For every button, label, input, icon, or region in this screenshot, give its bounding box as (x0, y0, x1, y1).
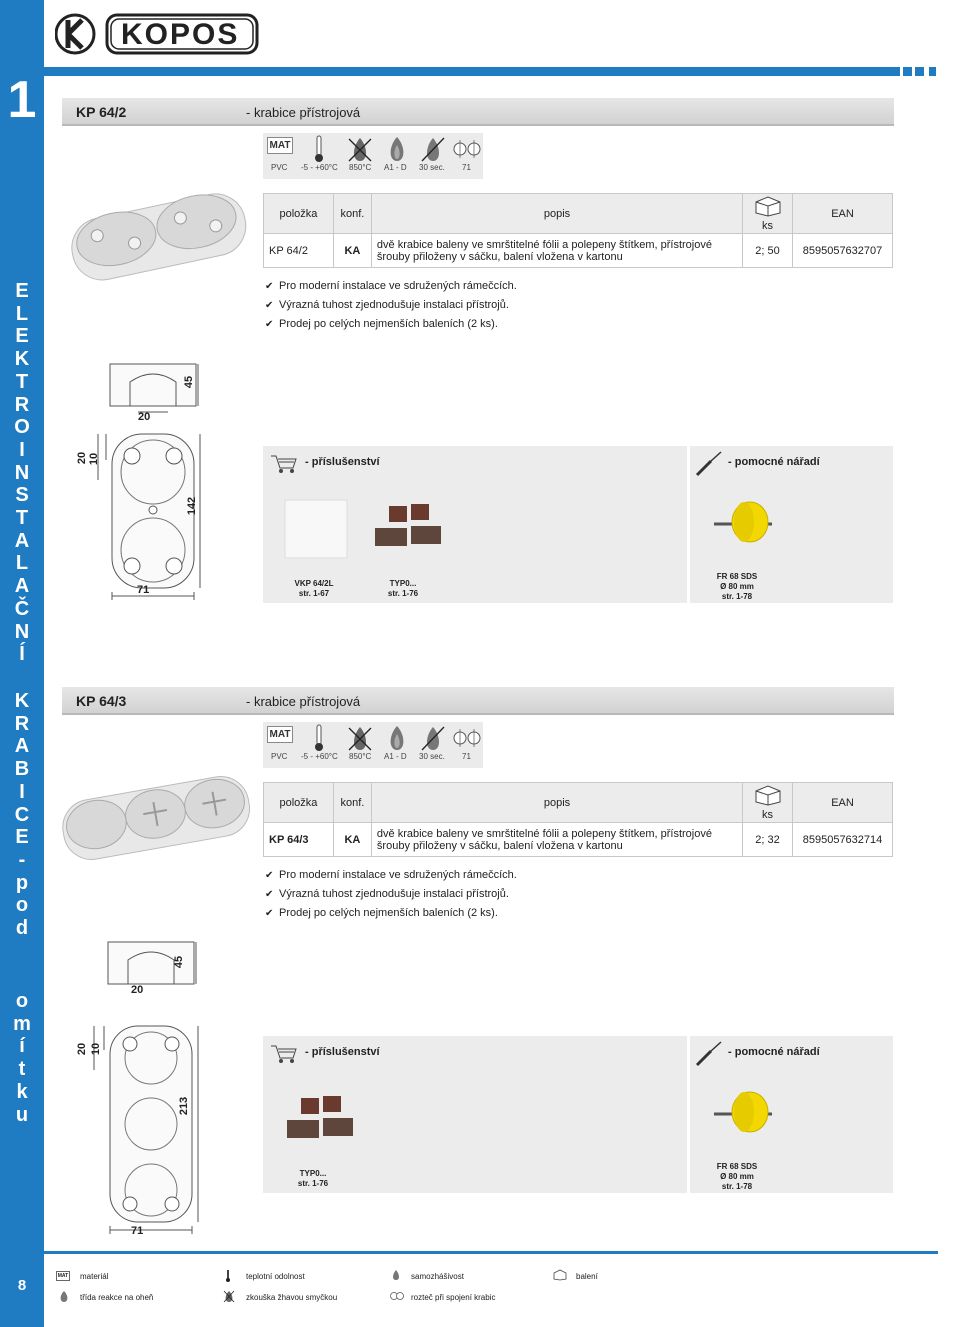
prop-spacing: 71 (462, 163, 471, 172)
side-title-part-3 (0, 990, 44, 1126)
row-desc-line: dvě krabice baleny ve smrštitelné fólii a polepeny štítkem, přístrojové (376, 238, 712, 251)
tools-title: - pomocné nářadí (728, 456, 820, 468)
dim-depth-a: 20 (76, 1042, 89, 1056)
product-code: KP 64/3 (76, 693, 127, 709)
flame-icon (384, 135, 410, 163)
col-pcs-label: ks (762, 220, 774, 232)
screwdriver-icon (694, 1040, 724, 1068)
tool-ref: str. 1-78 (721, 1182, 753, 1191)
accessories-title: - příslušenství (305, 1046, 380, 1058)
legend-flame-icon (58, 1290, 70, 1303)
accessory-item (283, 1169, 343, 1189)
cart-icon (269, 1042, 297, 1064)
side-letter: A (14, 735, 30, 758)
side-letter: t (18, 1058, 26, 1081)
row-desc-line: šrouby přiloženy v sáčku, balení vložena v kartonu (376, 839, 623, 852)
page-number: 8 (17, 1277, 27, 1294)
accessory-ref: str. 1-76 (387, 589, 419, 598)
accessory-item (283, 579, 345, 599)
prop-self-extinguish: 30 sec. (419, 163, 445, 172)
side-letter: N (14, 461, 30, 484)
properties-strip (263, 133, 483, 179)
col-desc: popis (371, 194, 742, 234)
side-letter: T (15, 370, 29, 393)
dim-pitch: 71 (131, 1225, 144, 1237)
side-letter: - (18, 848, 26, 871)
technical-drawing (72, 360, 212, 608)
legend-packaging: balení (576, 1272, 598, 1281)
cart-icon (269, 452, 297, 474)
col-pcs (743, 783, 793, 823)
row-desc (371, 823, 742, 857)
col-pcs (743, 194, 793, 234)
side-letter: í (19, 1035, 25, 1058)
feature-item: ✔ Pro moderní instalace ve sdružených rámečcích. (265, 866, 517, 885)
accessories-title: - příslušenství (305, 456, 380, 468)
row-desc-line: dvě krabice baleny ve smrštitelné fólii a polepeny štítkem, přístrojové (376, 827, 712, 840)
header-square (903, 67, 912, 76)
side-band (0, 0, 44, 1327)
glow-wire-icon (347, 724, 373, 752)
box-icon (753, 195, 783, 217)
product-photo (56, 762, 256, 872)
tool-size: Ø 80 mm (720, 582, 754, 591)
tool-name: FR 68 SDS (716, 1162, 758, 1171)
product-photo (58, 178, 258, 288)
prop-temperature: -5 - +60°C (301, 752, 338, 761)
side-letter: Í (19, 643, 25, 666)
feature-list (265, 866, 517, 923)
prop-material: PVC (271, 752, 288, 761)
side-letter: o (15, 894, 29, 917)
row-ean: 8595057632707 (793, 234, 893, 268)
col-desc: popis (371, 783, 742, 823)
row-desc (371, 234, 742, 268)
legend-material-icon: MAT (57, 1273, 69, 1279)
side-letter: R (14, 712, 30, 735)
hole-saw-image (712, 1088, 782, 1136)
tools-panel (690, 1036, 893, 1193)
legend-box-icon (553, 1269, 567, 1281)
material-badge: MAT (267, 137, 293, 154)
side-letter: u (15, 1103, 29, 1126)
clamp-image (371, 496, 447, 558)
flame-icon (384, 724, 410, 752)
side-letter: k (16, 1080, 28, 1103)
legend-thermometer-icon (225, 1270, 231, 1282)
prop-temperature: -5 - +60°C (301, 163, 338, 172)
row-item: KP 64/2 (264, 234, 334, 268)
dim-depth-a: 20 (76, 451, 89, 465)
dim-depth-b: 10 (90, 1042, 103, 1056)
accessory-item (373, 579, 433, 599)
tools-title: - pomocné nářadí (728, 1046, 820, 1058)
product-code: KP 64/2 (76, 104, 127, 120)
prop-glow-wire: 850°C (349, 752, 372, 761)
tools-panel (690, 446, 893, 603)
side-letter: E (15, 826, 29, 849)
material-badge: MAT (267, 726, 293, 743)
col-pcs-label: ks (762, 809, 774, 821)
legend-fire-class: třída reakce na oheň (80, 1293, 154, 1302)
row-pcs: 2; 50 (743, 234, 793, 268)
col-ean: EAN (793, 194, 893, 234)
side-letter: B (14, 758, 30, 781)
feature-list (265, 277, 517, 334)
product-title-bar (62, 687, 894, 715)
side-letter: C (14, 803, 30, 826)
legend-glow-wire: zkouška žhavou smyčkou (246, 1293, 338, 1302)
side-letter: T (15, 507, 29, 530)
dim-height: 45 (183, 375, 196, 389)
side-letter: A (14, 575, 30, 598)
feature-item: ✔ Výrazná tuhost zjednodušuje instalaci přístrojů. (265, 296, 517, 315)
tool-item (704, 572, 770, 602)
dim-length: 213 (178, 1096, 191, 1116)
clamp-image (283, 1088, 359, 1150)
side-letter: E (15, 325, 29, 348)
thermometer-icon (313, 724, 325, 752)
prop-glow-wire: 850°C (349, 163, 372, 172)
dim-width: 20 (138, 411, 151, 423)
col-conf: konf. (333, 194, 371, 234)
legend-spacing-icon (390, 1291, 404, 1301)
side-letter: p (15, 871, 29, 894)
brand-name: KOPOS (121, 18, 240, 51)
feature-item: ✔ Výrazná tuhost zjednodušuje instalaci přístrojů. (265, 885, 517, 904)
side-letter: R (14, 393, 30, 416)
side-letter: N (14, 620, 30, 643)
tool-ref: str. 1-78 (721, 592, 753, 601)
side-letter: d (15, 917, 29, 940)
accessory-name: TYP0... (389, 579, 417, 588)
hole-saw-image (712, 498, 782, 546)
tool-item (704, 1162, 770, 1192)
row-ean: 8595057632714 (793, 823, 893, 857)
product-table (263, 193, 893, 268)
row-conf: KA (333, 234, 371, 268)
side-title-part-1 (0, 280, 44, 666)
legend-glow-wire-icon (223, 1290, 235, 1303)
prop-fire-class: A1 - D (384, 163, 407, 172)
header-rule (44, 67, 900, 76)
row-conf: KA (333, 823, 371, 857)
row-desc-line: šrouby přiloženy v sáčku, balení vložena v kartonu (376, 250, 623, 263)
header-square (929, 67, 936, 76)
side-letter: A (14, 529, 30, 552)
legend-self-extinguish-icon (390, 1269, 402, 1281)
feature-item: ✔ Pro moderní instalace ve sdružených rámečcích. (265, 277, 517, 296)
dim-width: 20 (131, 984, 144, 996)
self-extinguish-icon (420, 135, 446, 163)
properties-strip (263, 722, 483, 768)
footer-rule (44, 1251, 938, 1254)
dim-pitch: 71 (137, 584, 150, 596)
dim-depth-b: 10 (88, 452, 101, 466)
accessory-ref: str. 1-76 (297, 1179, 329, 1188)
prop-spacing: 71 (462, 752, 471, 761)
box-icon (753, 784, 783, 806)
tool-name: FR 68 SDS (716, 572, 758, 581)
side-letter: L (15, 552, 29, 575)
side-letter: L (15, 302, 29, 325)
chapter-number: 1 (7, 71, 37, 129)
side-letter: S (15, 484, 29, 507)
legend-material: materiál (80, 1272, 109, 1281)
header-square (915, 67, 924, 76)
screwdriver-icon (694, 450, 724, 478)
spacing-icon (453, 138, 481, 160)
prop-self-extinguish: 30 sec. (419, 752, 445, 761)
accessories-panel (263, 446, 687, 603)
side-letter: I (19, 780, 25, 803)
product-table (263, 782, 893, 857)
side-letter: o (15, 990, 29, 1012)
feature-item: ✔ Prodej po celých nejmenších baleních (2 ks). (265, 904, 517, 923)
side-letter: K (14, 348, 30, 371)
side-letter: K (14, 690, 30, 712)
side-letter: m (13, 1012, 31, 1035)
product-description: - krabice přístrojová (246, 105, 361, 120)
legend-self-extinguish: samozhášivost (411, 1272, 464, 1281)
accessory-name: TYP0... (299, 1169, 327, 1178)
feature-item: ✔ Prodej po celých nejmenších baleních (2 ks). (265, 315, 517, 334)
dim-height: 45 (173, 955, 186, 969)
row-item: KP 64/3 (264, 823, 334, 857)
accessory-name: VKP 64/2L (294, 579, 334, 588)
product-description: - krabice přístrojová (246, 694, 361, 709)
brand-logo (55, 12, 260, 63)
col-item: položka (264, 783, 334, 823)
col-conf: konf. (333, 783, 371, 823)
accessory-ref: str. 1-67 (298, 589, 330, 598)
legend-temperature: teplotní odolnost (246, 1272, 305, 1281)
row-pcs: 2; 32 (743, 823, 793, 857)
side-title-part-2 (0, 690, 44, 940)
side-letter: O (14, 416, 30, 439)
glow-wire-icon (347, 135, 373, 163)
tool-size: Ø 80 mm (720, 1172, 754, 1181)
prop-fire-class: A1 - D (384, 752, 407, 761)
thermometer-icon (313, 135, 325, 163)
dim-length: 142 (186, 496, 199, 516)
side-letter: E (15, 280, 29, 302)
legend-spacing: rozteč při spojení krabic (411, 1293, 496, 1302)
prop-material: PVC (271, 163, 288, 172)
accessories-panel (263, 1036, 687, 1193)
frame-cover-image (283, 498, 349, 560)
spacing-icon (453, 727, 481, 749)
self-extinguish-icon (420, 724, 446, 752)
col-item: položka (264, 194, 334, 234)
product-title-bar (62, 98, 894, 126)
col-ean: EAN (793, 783, 893, 823)
side-letter: Č (14, 597, 30, 620)
side-letter: I (19, 438, 25, 461)
